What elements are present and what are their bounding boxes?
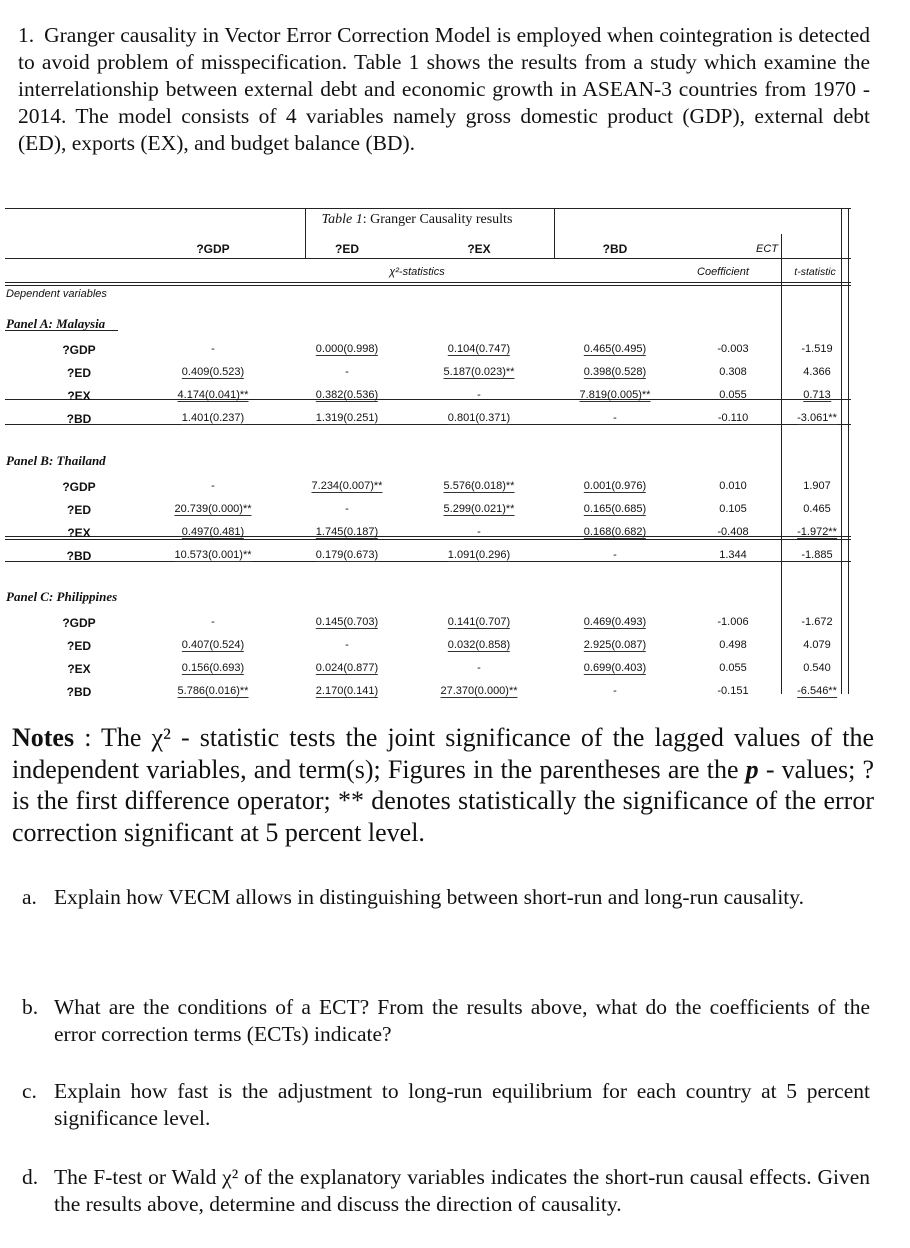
stat-header: χ²-statistics — [389, 266, 445, 278]
chi-square-value: 0.469(0.493) — [583, 616, 647, 628]
table-header-rule — [5, 258, 851, 259]
col-header-gdp: ?GDP — [196, 242, 230, 256]
chi-square-value: 1.091(0.296) — [447, 549, 511, 561]
chi-square-value: 0.699(0.403) — [583, 662, 647, 674]
row-variable: ?GDP — [62, 616, 96, 630]
row-variable: ?ED — [67, 366, 91, 380]
chi-square-value: 2.170(0.141) — [315, 685, 379, 697]
question-label: a. — [22, 885, 37, 909]
panel-label: Panel C: Philippines — [6, 589, 118, 604]
coef-header: Coefficient — [697, 266, 749, 278]
chi-square-value: - — [211, 616, 215, 628]
col-divider-2 — [554, 208, 555, 258]
chi-square-value: 7.234(0.007)** — [311, 480, 383, 492]
ect-t-statistic: -3.061** — [797, 412, 837, 424]
ect-t-statistic: 0.540 — [803, 662, 831, 674]
row-variable: ?GDP — [62, 343, 96, 357]
notes-label: Notes — [12, 723, 75, 752]
chi-square-value: 5.786(0.016)** — [177, 685, 249, 697]
row-variable: ?BD — [66, 549, 92, 563]
col-divider-ect — [781, 234, 782, 694]
ect-coefficient: 0.055 — [719, 389, 747, 401]
row-variable: ?EX — [67, 526, 91, 540]
panel-label: Panel A: Malaysia — [6, 316, 106, 331]
question-label: b. — [22, 995, 39, 1019]
row-variable: ?GDP — [62, 480, 96, 494]
ect-t-statistic: -1.672 — [801, 616, 833, 628]
granger-causality-table — [5, 208, 851, 699]
chi-square-value: 0.497(0.481) — [181, 526, 245, 538]
chi-square-value: - — [211, 480, 215, 492]
notes-text-2: - values; ? is the first difference operator; ** denotes statistically the significance of the error correction significant at 5 percent level. — [12, 754, 875, 847]
row-variable: ?BD — [66, 412, 92, 426]
chi-square-value: 0.156(0.693) — [181, 662, 245, 674]
chi-square-value: 0.001(0.976) — [583, 480, 647, 492]
row-variable: ?BD — [66, 685, 92, 699]
chi-square-value: - — [613, 685, 617, 697]
table-top-rule — [5, 208, 851, 209]
question-label: d. — [22, 1165, 39, 1189]
ect-coefficient: 0.498 — [719, 639, 747, 651]
table-notes — [12, 722, 874, 848]
ect-t-statistic: 1.907 — [803, 480, 831, 492]
panel-a-end-rule — [5, 424, 851, 425]
col-header-ed: ?ED — [335, 242, 359, 256]
row-variable: ?ED — [67, 639, 91, 653]
chi-square-value: 0.145(0.703) — [315, 616, 379, 628]
table-subheader-rule — [5, 282, 851, 283]
notes-p: p — [745, 754, 759, 784]
tstat-header: t-statistic — [794, 266, 836, 278]
question-c — [22, 1078, 870, 1132]
chi-square-value: 1.401(0.237) — [181, 412, 245, 424]
right-border-1 — [841, 208, 842, 694]
ect-t-statistic: 0.465 — [803, 503, 831, 515]
chi-square-value: 0.409(0.523) — [181, 366, 245, 378]
ect-coefficient: -0.003 — [717, 343, 749, 355]
question-a — [22, 884, 870, 911]
chi-square-value: 27.370(0.000)** — [440, 685, 518, 697]
panel-label: Panel B: Thailand — [6, 453, 106, 468]
panel-b-end-rule — [5, 561, 851, 562]
chi-square-value: - — [345, 639, 349, 651]
chi-square-value: 5.299(0.021)** — [443, 503, 515, 515]
chi-square-value: - — [613, 412, 617, 424]
question-number: 1. — [18, 23, 35, 47]
question-text: The F-test or Wald χ² of the explanatory variables indicates the short-run causal effects. Given the results above, determine and discuss the direction of causality. — [54, 1165, 870, 1216]
ect-t-statistic: -1.972** — [797, 526, 837, 538]
caption-text: : Granger Causality results — [362, 212, 513, 227]
notes-text-1: : The χ² - statistic tests the joint significance of the lagged values of the independent variables, and term(s); Figures in the parentheses are the — [12, 723, 874, 784]
ect-t-statistic: 4.366 — [803, 366, 831, 378]
chi-square-value: - — [477, 526, 481, 538]
question-label: c. — [22, 1079, 37, 1103]
chi-square-value: 0.165(0.685) — [583, 503, 647, 515]
right-border-2 — [848, 208, 849, 694]
chi-square-value: - — [477, 389, 481, 401]
ect-coefficient: -0.408 — [717, 526, 749, 538]
col-header-ect: ECT — [756, 243, 778, 255]
ect-t-statistic: -1.519 — [801, 343, 833, 355]
ect-t-statistic: 0.713 — [803, 389, 831, 401]
ect-coefficient: 0.308 — [719, 366, 747, 378]
chi-square-value: 2.925(0.087) — [583, 639, 647, 651]
row-variable: ?EX — [67, 662, 91, 676]
chi-square-value: 0.398(0.528) — [583, 366, 647, 378]
chi-square-value: 0.382(0.536) — [315, 389, 379, 401]
question-text: What are the conditions of a ECT? From the results above, what do the coefficients of the error correction terms (ECTs) indicate? — [54, 995, 870, 1046]
chi-square-value: 0.179(0.673) — [315, 549, 379, 561]
ect-coefficient: 0.105 — [719, 503, 747, 515]
ect-t-statistic: -6.546** — [797, 685, 837, 697]
chi-square-value: - — [211, 343, 215, 355]
chi-square-value: 10.573(0.001)** — [174, 549, 252, 561]
col-header-bd: ?BD — [602, 242, 628, 256]
ect-t-statistic: -1.885 — [801, 549, 833, 561]
chi-square-value: 4.174(0.041)** — [177, 389, 249, 401]
col-divider-1 — [305, 208, 306, 258]
chi-square-value: 0.141(0.707) — [447, 616, 511, 628]
chi-square-value: 7.819(0.005)** — [579, 389, 651, 401]
question-text: Explain how fast is the adjustment to long-run equilibrium for each country at 5 percent significance level. — [54, 1079, 870, 1130]
ect-coefficient: -1.006 — [717, 616, 749, 628]
chi-square-value: - — [477, 662, 481, 674]
chi-square-value: 0.024(0.877) — [315, 662, 379, 674]
ect-coefficient: 1.344 — [719, 549, 747, 561]
chi-square-value: 20.739(0.000)** — [174, 503, 252, 515]
table-caption — [322, 212, 513, 228]
row-variable: ?ED — [67, 503, 91, 517]
chi-square-value: 1.319(0.251) — [315, 412, 379, 424]
col-header-ex: ?EX — [467, 242, 491, 256]
chi-square-value: 5.187(0.023)** — [443, 366, 515, 378]
question-d — [22, 1164, 870, 1218]
chi-square-value: - — [613, 549, 617, 561]
ect-coefficient: 0.055 — [719, 662, 747, 674]
chi-square-value: 0.801(0.371) — [447, 412, 511, 424]
ect-coefficient: 0.010 — [719, 480, 747, 492]
chi-square-value: 0.407(0.524) — [181, 639, 245, 651]
caption-label: Table 1 — [321, 212, 363, 227]
chi-square-value: 0.168(0.682) — [583, 526, 647, 538]
row-variable: ?EX — [67, 389, 91, 403]
chi-square-value: - — [345, 503, 349, 515]
chi-square-value: 1.745(0.187) — [315, 526, 379, 538]
chi-square-value: 0.032(0.858) — [447, 639, 511, 651]
chi-square-value: 5.576(0.018)** — [443, 480, 515, 492]
intro-text: Granger causality in Vector Error Correction Model is employed when cointegration is detected to avoid problem of misspecification. Table 1 shows the results from a study which examine the interrelationship between external debt and economic growth in ASEAN-3 countries from 1970 - 2014. The model consists of 4 variables namely gross domestic product (GDP), external debt (ED), exports (EX), and budget balance (BD). — [18, 23, 870, 155]
panel-b-inner-rule-double — [5, 539, 851, 540]
chi-square-value: 0.104(0.747) — [447, 343, 511, 355]
dependent-variables-label: Dependent variables — [6, 288, 107, 300]
chi-square-value: 0.465(0.495) — [583, 343, 647, 355]
chi-square-value: 0.000(0.998) — [315, 343, 379, 355]
question-intro — [18, 22, 870, 157]
table-subheader-rule-double — [5, 285, 851, 286]
question-b — [22, 994, 870, 1048]
ect-t-statistic: 4.079 — [803, 639, 831, 651]
ect-coefficient: -0.110 — [717, 412, 749, 424]
question-text: Explain how VECM allows in distinguishing between short-run and long-run causality. — [54, 885, 805, 909]
chi-square-value: - — [345, 366, 349, 378]
ect-coefficient: -0.151 — [717, 685, 749, 697]
